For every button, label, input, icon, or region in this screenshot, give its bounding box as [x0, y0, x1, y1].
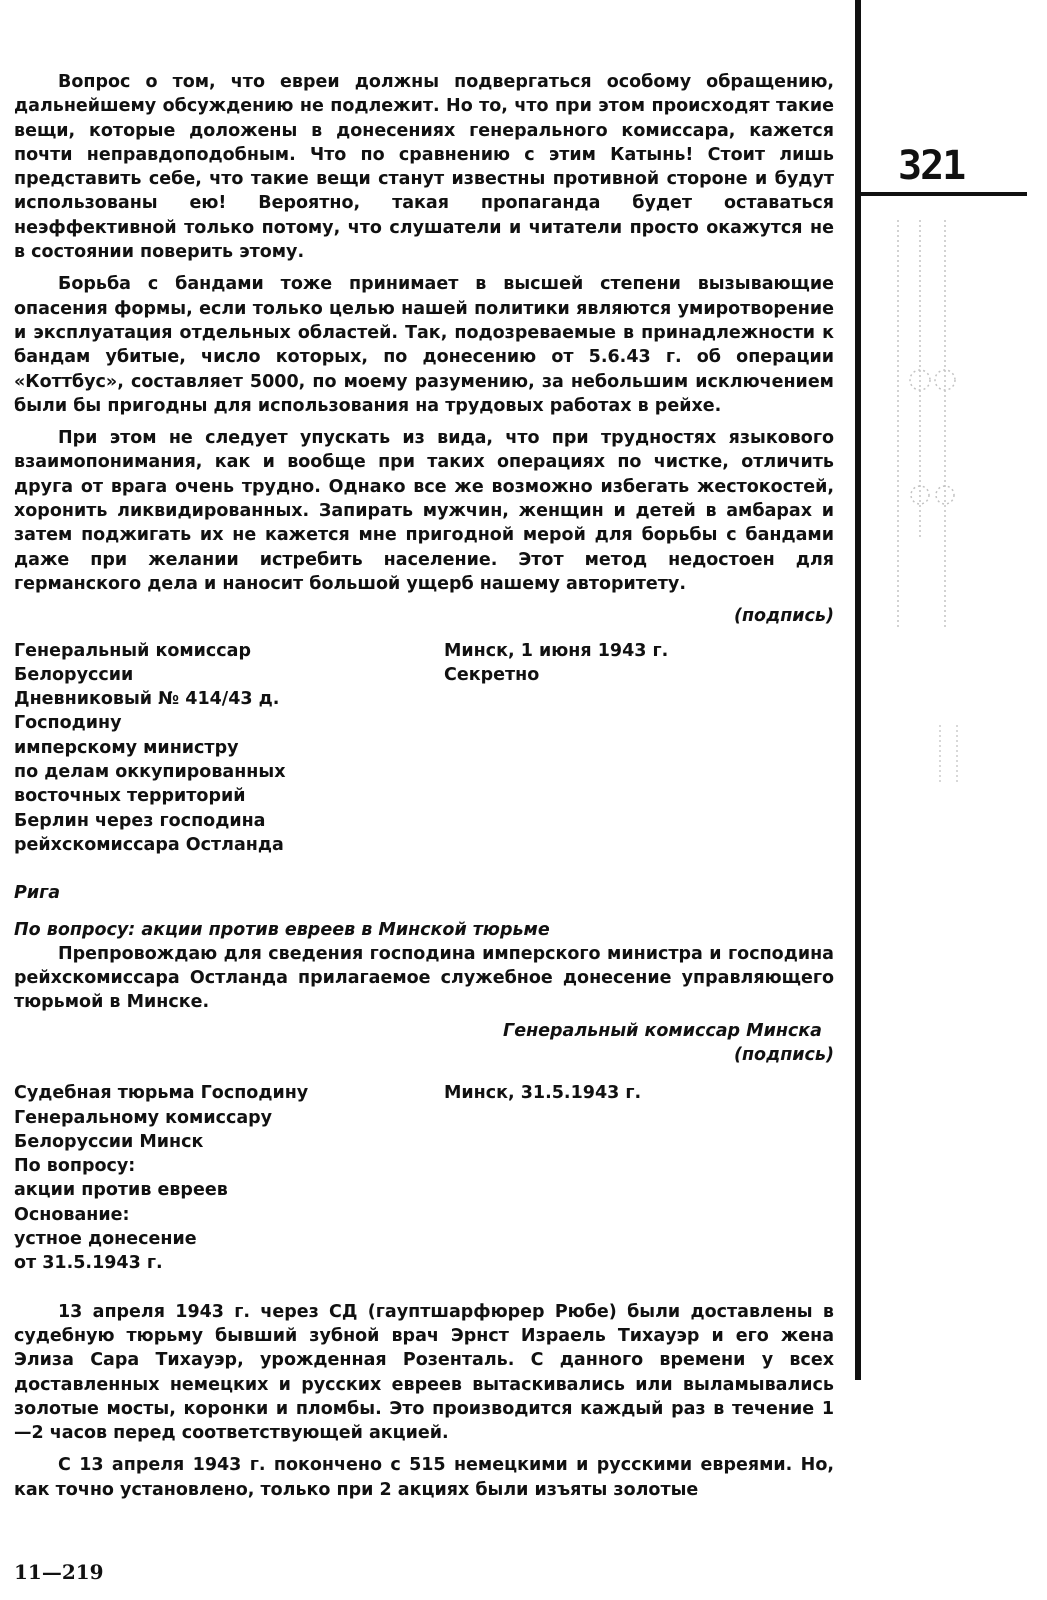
letter-header-1: [14, 639, 834, 858]
spacer: [14, 1276, 834, 1300]
letter-header-2: [14, 1081, 834, 1275]
faded-mark-icon: [935, 720, 965, 790]
paragraph: С 13 апреля 1943 г. покончено с 515 немецкими и русскими евреями. Но, как точно установлено, только при 2 акциях были изъяты золотые: [14, 1455, 834, 1500]
letter-header-2-left: [14, 1081, 444, 1275]
letter-date: Минск, 31.5.1943 г.: [444, 1083, 642, 1104]
paragraph: При этом не следует упускать из вида, что при трудностях языкового взаимопонимания, как и вообще при таких операциях по чистке, отличить друга от врага очень трудно. Однако все же возможно избегать жестокостей, хоронить ликвидированных. Запирать мужчин, женщин и детей в амбарах и затем поджигать их не кажется мне пригодной мерой для борьбы с бандами даже при желании истребить население. Этот метод недостоен для германского дела и наносит большой ущерб нашему авторитету.: [14, 428, 834, 594]
letter-subject: По вопросу: акции против евреев в Минской тюрьме: [14, 919, 550, 940]
letter-date: Минск, 1 июня 1943 г.: [444, 640, 669, 661]
header-line: Основание:: [14, 1204, 130, 1225]
header-line: Белоруссии: [14, 664, 134, 685]
header-line: Генеральный комиссар: [14, 640, 252, 661]
header-line: Белоруссии Минск: [14, 1131, 204, 1152]
header-line: Господину: [14, 713, 122, 734]
header-line: устное донесение: [14, 1229, 197, 1250]
header-line: По вопросу:: [14, 1156, 136, 1177]
header-line: имперскому министру: [14, 737, 239, 758]
header-line: Дневниковый № 414/43 д.: [14, 689, 280, 710]
header-line: Генеральному комиссару: [14, 1107, 273, 1128]
main-text-column: [14, 70, 834, 1502]
header-line: от 31.5.1943 г.: [14, 1253, 163, 1274]
header-line: Судебная тюрьма Господину: [14, 1083, 309, 1104]
page-number: 321: [898, 143, 965, 189]
header-line: рейхскомиссара Остланда: [14, 834, 284, 855]
classification-label: Секретно: [444, 664, 540, 685]
footer-signature: 11—219: [14, 1560, 104, 1584]
letter-header-2-right: [444, 1081, 834, 1275]
margin-horizontal-rule: [861, 192, 1027, 196]
paragraph: Борьба с бандами тоже принимает в высшей степени вызывающие опасения формы, если только целью нашей политики являются умиротворение и эксплуатация отдельных областей. Так, подозреваемые в принадлежности к бандам убитые, число которых, по донесению от 5.6.43 г. об операции «Коттбус», составляет 5000, по моему разумению, за небольшим исключением были бы пригодны для использования на трудовых работах в рейхе.: [14, 274, 834, 416]
letter-header-1-right: [444, 639, 834, 858]
letter-sender: Генеральный комиссар Минска: [503, 1020, 822, 1041]
signature-placeholder: (подпись): [733, 606, 834, 627]
header-line: по делам оккупированных: [14, 762, 286, 783]
header-line: восточных территорий: [14, 786, 246, 807]
header-line: Берлин через господина: [14, 810, 266, 831]
paragraph: Вопрос о том, что евреи должны подвергаться особому обращению, дальнейшему обсуждению не подлежит. Но то, что при этом происходят такие вещи, которые доложены в донесениях генерального комиссара, кажется почти неправдоподобным. Что по сравнению с этим Катынь! Стоит лишь представить себе, что такие вещи станут известны противной стороне и будут использованы ею! Вероятно, такая пропаганда будет оставаться неэффективной только потому, что слушатели и читатели просто окажутся не в состоянии поверить этому.: [14, 72, 834, 263]
margin-vertical-rule: [855, 0, 861, 1380]
letter-city: Рига: [14, 883, 61, 904]
letter-header-1-left: [14, 639, 444, 858]
faded-stamp-icon: [890, 210, 970, 650]
signature-placeholder: (подпись): [733, 1044, 834, 1065]
header-line: акции против евреев: [14, 1180, 228, 1201]
paragraph: 13 апреля 1943 г. через СД (гауптшарфюрер Рюбе) были доставлены в судебную тюрьму бывший зубной врач Эрнст Израель Тихауэр и его жена Элиза Сара Тихауэр, урожденная Розенталь. С данного времени у всех доставленных немецких и русских евреев вытаскивались или выламывались золотые мосты, коронки и пломбы. Это производится каждый раз в течение 1—2 часов перед соответствующей акцией.: [14, 1301, 834, 1444]
spacer: [14, 857, 834, 881]
letter-body: Препровождаю для сведения господина имперского министра и господина рейхскомиссара Остланда прилагаемое служебное донесение управляющего тюрьмой в Минске.: [14, 943, 834, 1013]
spacer: [14, 906, 834, 918]
